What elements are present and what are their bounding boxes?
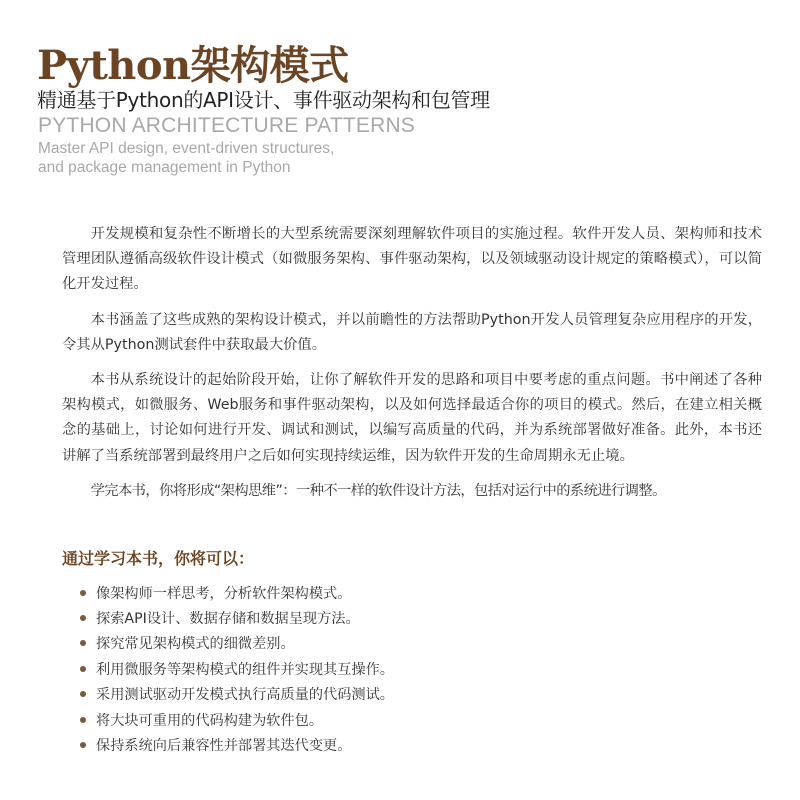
bullet-icon [80,640,86,646]
book-title: Python架构模式 [37,42,349,89]
paragraph: 本书涵盖了这些成熟的架构设计模式，并以前瞻性的方法帮助Python开发人员管理复杂应用程序的开发，令其从Python测试套件中获取最大价值。 [62,311,762,353]
tagline-line-1: Master API design, event-driven structures, [38,140,335,157]
bullet-icon [80,590,86,596]
list-item-text: 采用测试驱动开发模式执行高质量的代码测试。 [96,687,394,704]
chinese-subtitle: 精通基于Python的API设计、事件驱动架构和包管理 [37,88,490,112]
bullet-icon [80,666,86,672]
list-item [80,732,394,757]
list-item-text: 像架构师一样思考，分析软件架构模式。 [96,585,352,602]
list-item-text: 探索API设计、数据存储和数据呈现方法。 [96,611,360,628]
paragraph: 开发规模和复杂性不断增长的大型系统需要深刻理解软件项目的实施过程。软件开发人员、架构师和技术管理团队遵循高级软件设计模式（如微服务架构、事件驱动架构，以及领域驱动设计规定的策略模式），可以简化开发过程。 [62,226,762,293]
list-item [80,605,394,630]
paragraph: 本书从系统设计的起始阶段开始，让你了解软件开发的思路和项目中要考虑的重点问题。书中阐述了各种架构模式，如微服务、Web服务和事件驱动架构，以及如何选择最适合你的项目的模式。然后，在建立相关概念的基础上，讨论如何进行开发、调试和测试，以编写高质量的代码，并为系统部署做好准备。此外，本书还讲解了当系统部署到最终用户之后如何实现持续运维，因为软件开发的生命周期永无止境。 [62,372,762,464]
english-tagline [38,139,334,177]
bullet-icon [80,691,86,697]
bullet-icon [80,742,86,748]
list-item [80,656,394,681]
description-body [62,222,762,514]
learn-heading: 通过学习本书，你将可以： [62,549,255,568]
english-title: PYTHON ARCHITECTURE PATTERNS [38,114,416,137]
paragraph: 学完本书，你将形成“架构思维”：一种不一样的软件设计方法，包括对运行中的系统进行调整。 [90,482,666,499]
list-item-text: 探究常见架构模式的细微差别。 [96,636,295,653]
list-item [80,631,394,656]
list-item-text: 保持系统向后兼容性并部署其迭代变更。 [96,738,352,755]
list-item-text: 利用微服务等架构模式的组件并实现其互操作。 [96,661,394,678]
bullet-icon [80,615,86,621]
list-item [80,682,394,707]
tagline-line-2: and package management in Python [38,159,291,176]
list-item-text: 将大块可重用的代码构建为软件包。 [96,712,324,729]
bullet-icon [80,717,86,723]
learn-list [80,580,394,758]
list-item [80,707,394,732]
list-item [80,580,394,605]
